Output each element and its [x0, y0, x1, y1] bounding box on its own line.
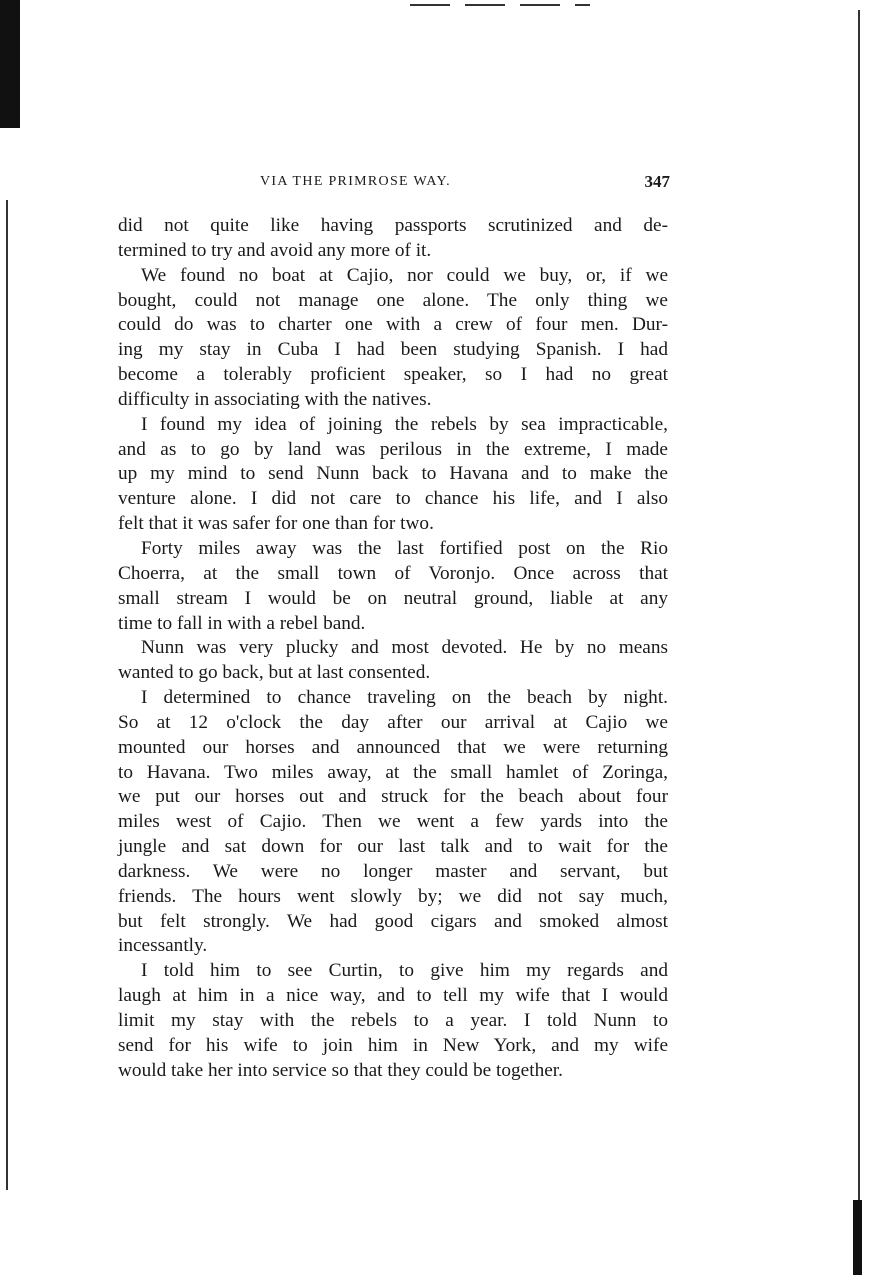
text-line: but felt strongly. We had good cigars and smoked almost	[118, 910, 668, 932]
text-line: ing my stay in Cuba I had been studying Spanish. I had	[118, 339, 668, 361]
paragraph	[118, 264, 668, 413]
scan-top-dashes	[410, 4, 590, 6]
text-line: I told him to see Curtin, to give him my regards and	[141, 960, 668, 982]
text-line: and as to go by land was perilous in the extreme, I made	[118, 438, 668, 460]
scan-edge-right-thin	[858, 10, 860, 1200]
page-header	[118, 172, 670, 194]
paragraph	[118, 413, 668, 537]
text-line: we put our horses out and struck for the beach about four	[118, 786, 668, 808]
text-line: limit my stay with the rebels to a year. I told Nunn to	[118, 1010, 668, 1031]
text-line: felt that it was safer for one than for two.	[118, 513, 434, 535]
text-line: I determined to chance traveling on the beach by night.	[141, 687, 668, 709]
text-line: become a tolerably proficient speaker, so I had no great	[118, 364, 668, 386]
text-line: termined to try and avoid any more of it.	[118, 239, 432, 261]
text-line: difficulty in associating with the natives.	[118, 388, 432, 410]
text-line: venture alone. I did not care to chance his life, and I also	[118, 488, 668, 510]
body-text	[118, 214, 668, 1084]
text-line: did not quite like having passports scrutinized and de-	[118, 215, 668, 236]
text-line: I found my idea of joining the rebels by sea impracticable,	[141, 413, 668, 435]
text-line: up my mind to send Nunn back to Havana and to make the	[118, 463, 668, 485]
scan-edge-left-thin	[6, 200, 8, 1190]
text-line: Forty miles away was the last fortified post on the Rio	[141, 537, 668, 559]
text-line: time to fall in with a rebel band.	[118, 612, 366, 634]
text-line: to Havana. Two miles away, at the small hamlet of Zoringa,	[118, 761, 668, 783]
text-line: send for his wife to join him in New York, and my wife	[118, 1034, 668, 1056]
paragraph	[118, 636, 668, 686]
scan-edge-right-thick	[853, 1200, 862, 1275]
text-line: bought, could not manage one alone. The only thing we	[118, 289, 668, 311]
text-line: laugh at him in a nice way, and to tell my wife that I would	[118, 985, 668, 1007]
paragraph	[118, 959, 668, 1083]
text-line: small stream I would be on neutral ground, liable at any	[118, 587, 668, 609]
text-line: jungle and sat down for our last talk and to wait for the	[118, 836, 668, 858]
text-line: would take her into service so that they could be together.	[118, 1059, 563, 1081]
text-line: darkness. We were no longer master and servant, but	[118, 860, 668, 882]
text-line: miles west of Cajio. Then we went a few yards into the	[118, 811, 668, 833]
text-line: could do was to charter one with a crew of four men. Dur-	[118, 314, 668, 336]
text-line: friends. The hours went slowly by; we did not say much,	[118, 885, 668, 907]
text-line: So at 12 o'clock the day after our arrival at Cajio we	[118, 711, 668, 733]
text-line: We found no boat at Cajio, nor could we buy, or, if we	[141, 264, 668, 286]
paragraph	[118, 537, 668, 636]
text-line: mounted our horses and announced that we were returning	[118, 736, 668, 758]
page-number: 347	[644, 172, 670, 191]
text-line: Nunn was very plucky and most devoted. He by no means	[141, 637, 668, 659]
scan-edge-left-thick	[0, 0, 20, 128]
text-line: wanted to go back, but at last consented.	[118, 662, 431, 684]
running-title: VIA THE PRIMROSE WAY.	[260, 174, 451, 189]
paragraph	[118, 686, 668, 959]
text-line: Choerra, at the small town of Voronjo. Once across that	[118, 562, 668, 584]
text-line: incessantly.	[118, 935, 208, 957]
paragraph	[118, 214, 668, 264]
